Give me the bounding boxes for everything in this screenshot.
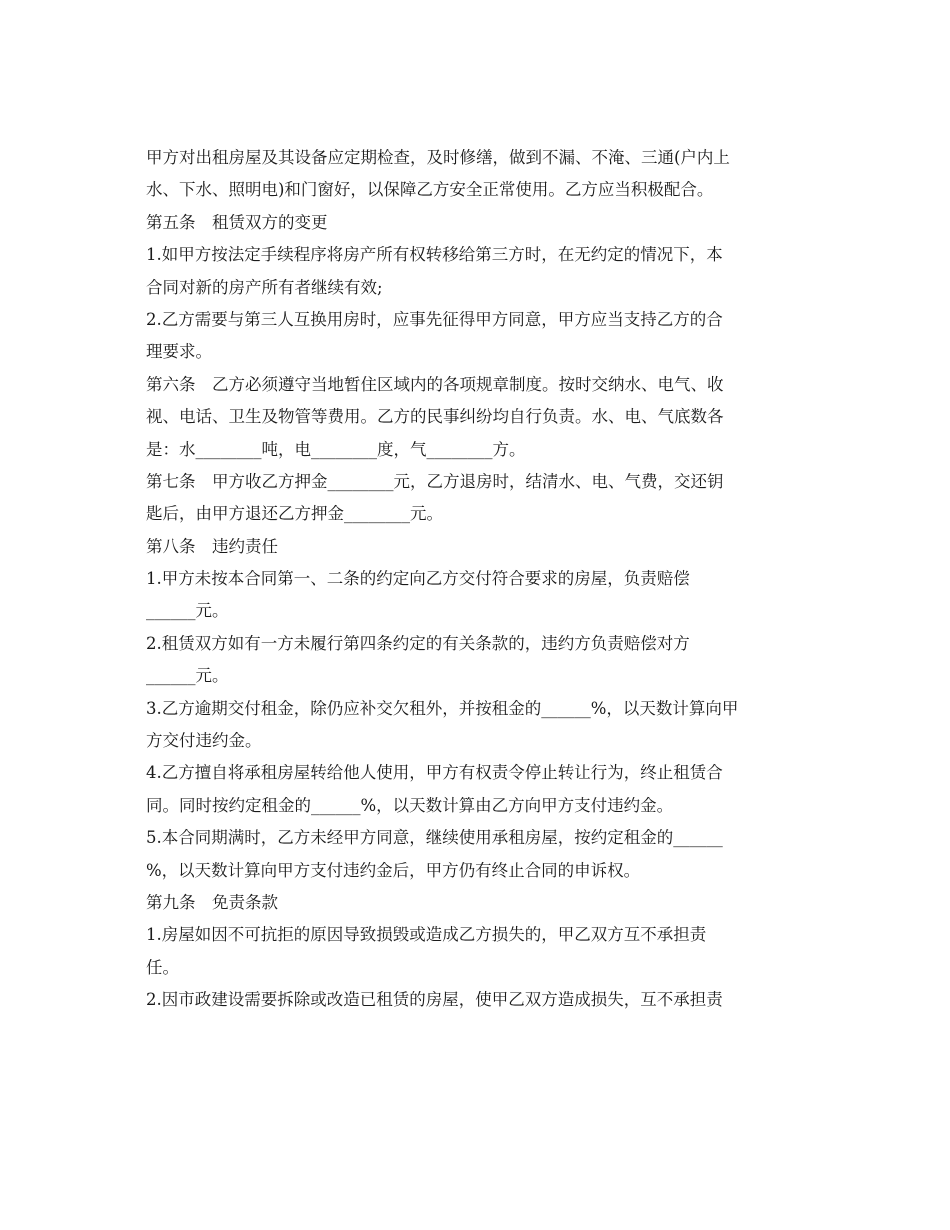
text-line: ______元。 — [146, 666, 229, 686]
section-heading-8: 第八条 违约责任 — [146, 536, 278, 556]
text-line: 5.本合同期满时，乙方未经甲方同意，继续使用承租房屋，按约定租金的______ — [146, 828, 723, 848]
text-line: 理要求。 — [146, 342, 212, 362]
text-line: 2.因市政建设需要拆除或改造已租赁的房屋，使甲乙双方造成损失，互不承担责 — [146, 990, 723, 1010]
text-line: 视、电话、卫生及物管等费用。乙方的民事纠纷均自行负责。水、电、气底数各 — [146, 407, 724, 427]
section-heading-6: 第六条 乙方必须遵守当地暂住区域内的各项规章制度。按时交纳水、电气、收 — [146, 374, 724, 394]
text-line: %，以天数计算向甲方支付违约金后，甲方仍有终止合同的申诉权。 — [146, 860, 641, 880]
text-line: 1.如甲方按法定手续程序将房产所有权转移给第三方时，在无约定的情况下，本 — [146, 245, 723, 265]
text-line: 同。同时按约定租金的______%，以天数计算由乙方向甲方支付违约金。 — [146, 795, 674, 815]
text-line: 2.乙方需要与第三人互换用房时，应事先征得甲方同意，甲方应当支持乙方的合 — [146, 309, 723, 329]
text-line: 1.房屋如因不可抗拒的原因导致损毁或造成乙方损失的，甲乙双方互不承担责 — [146, 925, 707, 945]
text-line: ______元。 — [146, 601, 229, 621]
text-line: 4.乙方擅自将承租房屋转给他人使用，甲方有权责令停止转让行为，终止租赁合 — [146, 763, 723, 783]
text-line: 任。 — [146, 957, 179, 977]
text-line: 合同对新的房产所有者继续有效; — [146, 277, 383, 297]
text-line: 匙后，由甲方退还乙方押金________元。 — [146, 504, 443, 524]
document-body — [146, 142, 806, 1017]
text-line: 是：水________吨，电________度，气________方。 — [146, 439, 526, 459]
section-heading-7: 第七条 甲方收乙方押金________元，乙方退房时，结清水、电、气费，交还钥 — [146, 471, 724, 491]
text-line: 甲方对出租房屋及其设备应定期检查，及时修缮，做到不漏、不淹、三通(户内上 — [146, 148, 730, 167]
text-line: 方交付违约金。 — [146, 731, 262, 751]
text-line: 3.乙方逾期交付租金，除仍应补交欠租外，并按租金的______%，以天数计算向甲 — [146, 698, 739, 718]
text-line: 1.甲方未按本合同第一、二条的约定向乙方交付符合要求的房屋，负责赔偿 — [146, 569, 690, 589]
text-line: 水、下水、照明电)和门窗好，以保障乙方安全正常使用。乙方应当积极配合。 — [146, 180, 714, 200]
text-line: 2.租赁双方如有一方未履行第四条约定的有关条款的，违约方负责赔偿对方 — [146, 633, 690, 653]
section-heading-5: 第五条 租赁双方的变更 — [146, 212, 328, 232]
section-heading-9: 第九条 免责条款 — [146, 892, 278, 912]
